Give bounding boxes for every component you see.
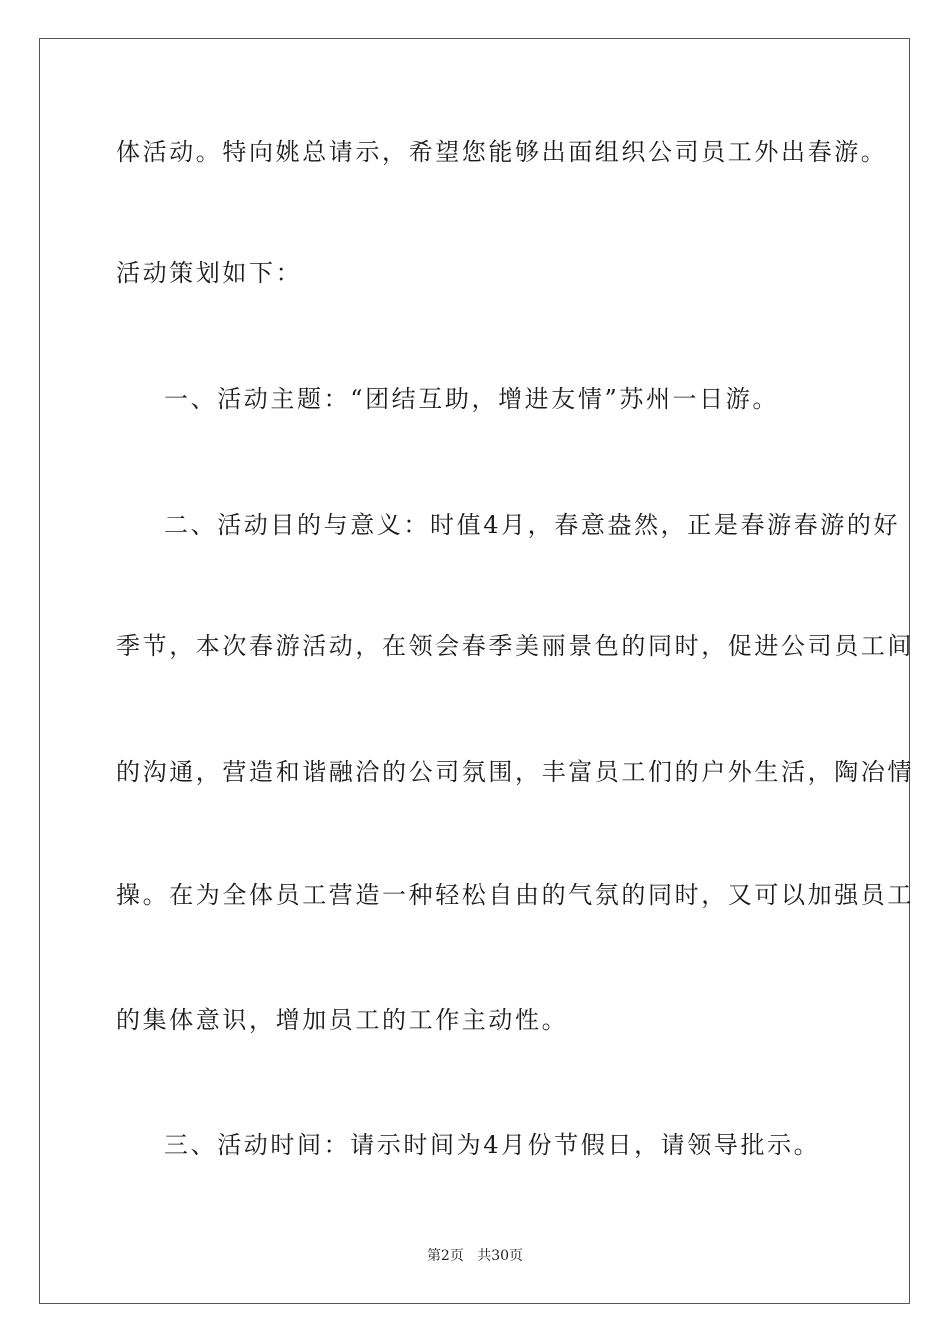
body-text-line: 操。在为全体员工营造一种轻松自由的气氛的同时，又可以加强员工 bbox=[116, 881, 914, 909]
section-heading-purpose: 二、活动目的与意义：时值4月，春意盎然，正是春游春游的好 bbox=[164, 511, 901, 539]
body-text-line: 活动策划如下： bbox=[116, 259, 303, 287]
section-heading-time: 三、活动时间：请示时间为4月份节假日，请领导批示。 bbox=[164, 1131, 821, 1159]
page-border bbox=[39, 38, 914, 1304]
page-number: 第2页 bbox=[426, 1248, 464, 1264]
page-footer bbox=[0, 1246, 950, 1266]
body-text-line: 体活动。特向姚总请示，希望您能够出面组织公司员工外出春游。 bbox=[116, 138, 888, 166]
section-heading-theme: 一、活动主题：“团结互助，增进友情”苏州一日游。 bbox=[164, 385, 779, 413]
body-text-line: 的集体意识，增加员工的工作主动性。 bbox=[116, 1006, 569, 1034]
body-text-line: 的沟通，营造和谐融洽的公司氛围，丰富员工们的户外生活，陶冶情 bbox=[116, 758, 914, 786]
page-total: 共30页 bbox=[477, 1248, 524, 1264]
body-text-line: 季节，本次春游活动，在领会春季美丽景色的同时，促进公司员工间 bbox=[116, 632, 914, 660]
